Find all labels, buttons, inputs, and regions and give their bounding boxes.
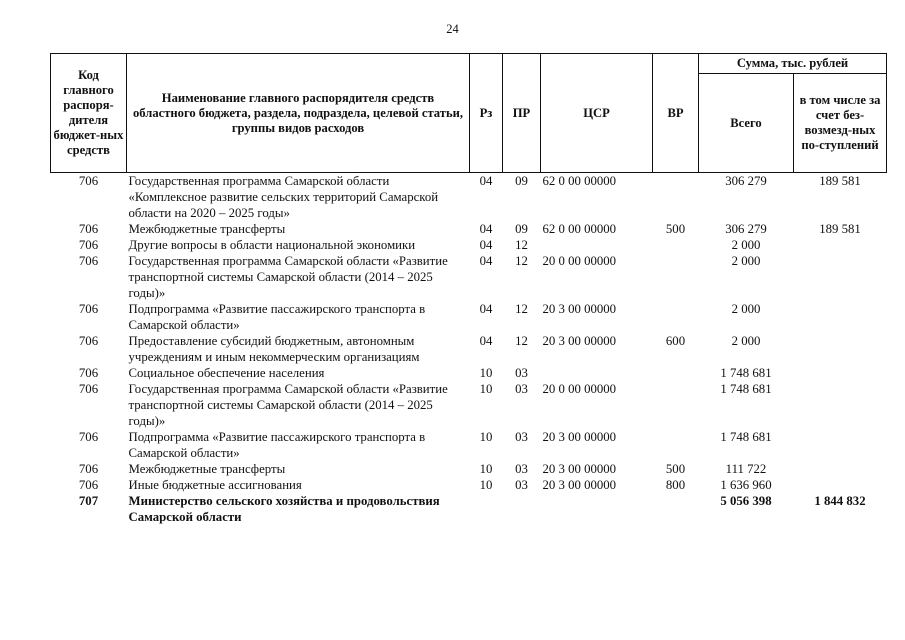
table-row	[51, 493, 887, 525]
cell-code: 706	[78, 254, 99, 268]
cell-vr	[653, 253, 699, 301]
cell-total: 1 748 681	[720, 366, 772, 380]
cell-csr: 62 0 00 00000	[542, 174, 617, 188]
cell-name: Межбюджетные трансферты	[128, 462, 286, 476]
cell-total: 306 279	[725, 222, 767, 236]
cell-name: Подпрограмма «Развитие пассажирского транспорта в Самарской области»	[128, 430, 426, 460]
cell-name: Государственная программа Самарской области «Комплексное развитие сельских территорий Самарской области на 2020 – 2025 годы»	[128, 174, 439, 220]
cell-csr	[541, 237, 653, 253]
cell-free	[794, 365, 887, 381]
cell-code: 706	[78, 238, 99, 252]
header-code: Код главного распоря-дителя бюджет-ных средств	[51, 54, 127, 173]
cell-code: 706	[78, 366, 99, 380]
cell-rz: 10	[479, 462, 493, 476]
cell-code: 706	[78, 430, 99, 444]
header-vr: ВР	[653, 54, 699, 173]
cell-code: 706	[78, 334, 99, 348]
cell-free	[794, 301, 887, 333]
cell-total: 111 722	[725, 462, 767, 476]
cell-name: Государственная программа Самарской области «Развитие транспортной системы Самарской области (2014 – 2025 годы)»	[128, 382, 448, 428]
cell-total: 2 000	[731, 254, 761, 268]
cell-total: 5 056 398	[720, 494, 772, 508]
cell-vr	[653, 301, 699, 333]
cell-total: 2 000	[731, 302, 761, 316]
table-row	[51, 221, 887, 237]
cell-name: Государственная программа Самарской области «Развитие транспортной системы Самарской области (2014 – 2025 годы)»	[128, 254, 448, 300]
cell-rz: 04	[479, 174, 493, 188]
cell-free: 1 844 832	[814, 494, 866, 508]
cell-name: Подпрограмма «Развитие пассажирского транспорта в Самарской области»	[128, 302, 426, 332]
cell-rz: 10	[479, 478, 493, 492]
header-csr: ЦСР	[541, 54, 653, 173]
cell-free	[794, 237, 887, 253]
cell-csr: 20 0 00 00000	[542, 254, 617, 268]
cell-free	[794, 429, 887, 461]
cell-rz: 04	[479, 334, 493, 348]
cell-vr: 500	[665, 222, 686, 236]
cell-rz: 04	[479, 302, 493, 316]
cell-free: 189 581	[819, 174, 861, 188]
cell-total: 1 748 681	[720, 430, 772, 444]
cell-free	[794, 253, 887, 301]
cell-csr: 20 0 00 00000	[542, 382, 617, 396]
table-row	[51, 301, 887, 333]
cell-code: 706	[78, 174, 99, 188]
budget-table	[50, 53, 887, 525]
cell-csr: 20 3 00 00000	[542, 302, 617, 316]
cell-vr	[653, 429, 699, 461]
cell-rz: 04	[479, 254, 493, 268]
cell-csr	[541, 493, 653, 525]
cell-total: 2 000	[731, 334, 761, 348]
cell-rz: 04	[479, 238, 493, 252]
cell-vr	[653, 365, 699, 381]
cell-pr: 03	[515, 382, 528, 396]
cell-total: 1 636 960	[720, 478, 772, 492]
cell-csr: 20 3 00 00000	[542, 462, 617, 476]
cell-csr: 20 3 00 00000	[542, 430, 617, 444]
cell-pr: 03	[515, 366, 528, 380]
cell-free	[794, 461, 887, 477]
cell-name: Министерство сельского хозяйства и продовольствия Самарской области	[128, 494, 440, 524]
header-sum: Сумма, тыс. рублей	[699, 54, 887, 74]
table-row	[51, 173, 887, 222]
cell-vr	[653, 173, 699, 222]
cell-rz	[470, 493, 503, 525]
cell-name: Межбюджетные трансферты	[128, 222, 286, 236]
cell-rz: 10	[479, 430, 493, 444]
cell-total: 2 000	[731, 238, 761, 252]
cell-csr: 20 3 00 00000	[542, 478, 617, 492]
cell-pr: 12	[515, 238, 528, 252]
cell-pr: 09	[515, 222, 528, 236]
cell-csr	[541, 365, 653, 381]
cell-free	[794, 381, 887, 429]
cell-csr: 20 3 00 00000	[542, 334, 617, 348]
table-row	[51, 333, 887, 365]
cell-pr: 12	[515, 334, 528, 348]
cell-total: 1 748 681	[720, 382, 772, 396]
table-row	[51, 237, 887, 253]
cell-rz: 10	[479, 366, 493, 380]
cell-free	[794, 333, 887, 365]
table-body	[51, 173, 887, 526]
cell-code: 706	[78, 382, 99, 396]
cell-pr: 03	[515, 430, 528, 444]
table-row	[51, 461, 887, 477]
cell-vr: 600	[665, 334, 686, 348]
cell-name: Предоставление субсидий бюджетным, автономным учреждениям и иным некоммерческим организациям	[128, 334, 420, 364]
table-row	[51, 365, 887, 381]
cell-vr	[653, 493, 699, 525]
cell-vr	[653, 237, 699, 253]
cell-code: 706	[78, 478, 99, 492]
cell-csr: 62 0 00 00000	[542, 222, 617, 236]
table-row	[51, 253, 887, 301]
cell-name: Социальное обеспечение населения	[128, 366, 325, 380]
cell-vr: 800	[665, 478, 686, 492]
cell-code: 706	[78, 462, 99, 476]
cell-rz: 04	[479, 222, 493, 236]
cell-pr: 09	[515, 174, 528, 188]
table-row	[51, 477, 887, 493]
cell-vr	[653, 381, 699, 429]
cell-name: Другие вопросы в области национальной экономики	[128, 238, 416, 252]
header-rz: Рз	[470, 54, 503, 173]
cell-total: 306 279	[725, 174, 767, 188]
page-number: 24	[446, 22, 459, 36]
cell-code: 707	[78, 494, 99, 508]
cell-name: Иные бюджетные ассигнования	[128, 478, 302, 492]
cell-free	[794, 477, 887, 493]
cell-pr: 03	[515, 478, 528, 492]
cell-free: 189 581	[819, 222, 861, 236]
header-free: в том числе за счет без-возмезд-ных по-ступлений	[794, 74, 887, 173]
table-row	[51, 381, 887, 429]
cell-code: 706	[78, 222, 99, 236]
table-header	[51, 54, 887, 173]
cell-pr: 12	[515, 254, 528, 268]
cell-vr: 500	[665, 462, 686, 476]
table-row	[51, 429, 887, 461]
header-name: Наименование главного распорядителя средств областного бюджета, раздела, подраздела, целевой статьи, группы видов расходов	[127, 54, 470, 173]
cell-code: 706	[78, 302, 99, 316]
cell-pr	[503, 493, 541, 525]
header-total: Всего	[699, 74, 794, 173]
cell-pr: 12	[515, 302, 528, 316]
cell-pr: 03	[515, 462, 528, 476]
header-pr: ПР	[503, 54, 541, 173]
cell-rz: 10	[479, 382, 493, 396]
